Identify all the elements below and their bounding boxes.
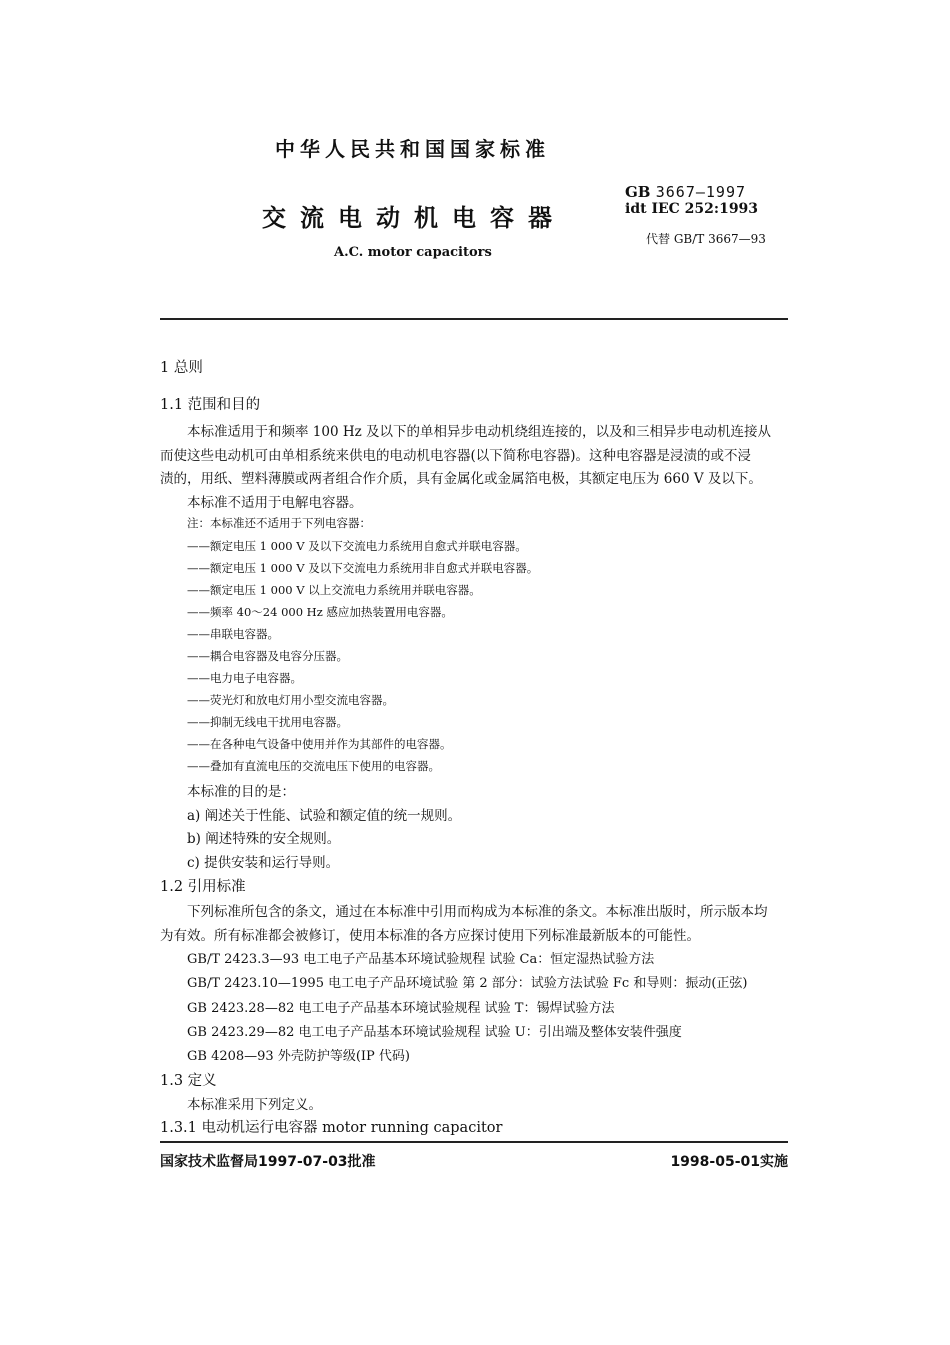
note-item: ——抑制无线电干扰用电容器。 bbox=[187, 715, 348, 729]
note-item: ——频率 40～24 000 Hz 感应加热装置用电容器。 bbox=[187, 605, 453, 619]
reference-item: GB 2423.29—82 电工电子产品基本环境试验规程 试验 U：引出端及整体安装件强度 bbox=[187, 1025, 682, 1040]
standard-idt: idt IEC 252:1993 bbox=[625, 201, 759, 217]
note-item: ——在各种电气设备中使用并作为其部件的电容器。 bbox=[187, 737, 452, 751]
top-divider bbox=[160, 318, 788, 320]
note-item: ——额定电压 1 000 V 及以下交流电力系统用自愈式并联电容器。 bbox=[187, 539, 527, 553]
section-heading-1-3: 1.3 定义 bbox=[160, 1073, 217, 1089]
paragraph-line: 而使这些电动机可由单相系统来供电的电动机电容器(以下简称电容器)。这种电容器是浸渍的或不浸 bbox=[160, 448, 752, 464]
standard-code bbox=[625, 183, 746, 201]
note-heading: 注：本标准还不适用于下列电容器： bbox=[187, 516, 371, 530]
paragraph-line: 为有效。所有标准都会被修订，使用本标准的各方应探讨使用下列标准最新版本的可能性。 bbox=[160, 928, 700, 944]
bottom-divider bbox=[160, 1141, 788, 1143]
reference-item: GB 2423.28—82 电工电子产品基本环境试验规程 试验 T：锡焊试验方法 bbox=[187, 1001, 615, 1016]
section-heading-1-2: 1.2 引用标准 bbox=[160, 879, 246, 895]
list-item: b) 阐述特殊的安全规则。 bbox=[187, 831, 341, 847]
note-item: ——额定电压 1 000 V 及以下交流电力系统用非自愈式并联电容器。 bbox=[187, 561, 539, 575]
implementation-date: 1998-05-01实施 bbox=[670, 1154, 788, 1170]
note-item: ——叠加有直流电压的交流电压下使用的电容器。 bbox=[187, 759, 440, 773]
note-item: ——额定电压 1 000 V 以上交流电力系统用并联电容器。 bbox=[187, 583, 481, 597]
paragraph-line: 下列标准所包含的条文，通过在本标准中引用而构成为本标准的条文。本标准出版时，所示版本均 bbox=[187, 904, 768, 920]
list-item: a) 阐述关于性能、试验和额定值的统一规则。 bbox=[187, 808, 462, 824]
document-title: 交流电动机电容器 bbox=[262, 204, 566, 232]
standard-replaces: 代替 GB/T 3667—93 bbox=[646, 232, 766, 246]
standard-code-prefix: GB bbox=[625, 183, 651, 201]
reference-item: GB/T 2423.10—1995 电工电子产品环境试验 第 2 部分：试验方法试验 Fc 和导则：振动(正弦) bbox=[187, 976, 748, 991]
approval-date: 国家技术监督局1997-07-03批准 bbox=[160, 1154, 376, 1170]
note-item: ——耦合电容器及电容分压器。 bbox=[187, 649, 348, 663]
reference-item: GB/T 2423.3—93 电工电子产品基本环境试验规程 试验 Ca：恒定湿热试验方法 bbox=[187, 952, 655, 967]
paragraph-line: 本标准适用于和频率 100 Hz 及以下的单相异步电动机绕组连接的，以及和三相异步电动机连接从 bbox=[187, 424, 772, 440]
paragraph-line: 本标准不适用于电解电容器。 bbox=[187, 495, 363, 511]
national-standard-heading: 中华人民共和国国家标准 bbox=[275, 137, 550, 161]
section-heading-1-1: 1.1 范围和目的 bbox=[160, 397, 261, 413]
note-item: ——串联电容器。 bbox=[187, 627, 279, 641]
standard-code-number: 3667—1997 bbox=[655, 183, 747, 201]
paragraph-line: 本标准的目的是： bbox=[187, 784, 295, 800]
note-item: ——荧光灯和放电灯用小型交流电容器。 bbox=[187, 693, 394, 707]
reference-item: GB 4208—93 外壳防护等级(IP 代码) bbox=[187, 1049, 410, 1064]
section-heading-1: 1 总则 bbox=[160, 360, 203, 376]
paragraph-line: 渍的，用纸、塑料薄膜或两者组合作介质，具有金属化或金属箔电极，其额定电压为 660 V 及以下。 bbox=[160, 471, 762, 487]
document-subtitle-en: A.C. motor capacitors bbox=[334, 245, 492, 260]
note-item: ——电力电子电容器。 bbox=[187, 671, 302, 685]
paragraph-line: 本标准采用下列定义。 bbox=[187, 1097, 322, 1113]
section-heading-1-3-1: 1.3.1 电动机运行电容器 motor running capacitor bbox=[160, 1120, 503, 1136]
list-item: c) 提供安装和运行导则。 bbox=[187, 855, 340, 871]
